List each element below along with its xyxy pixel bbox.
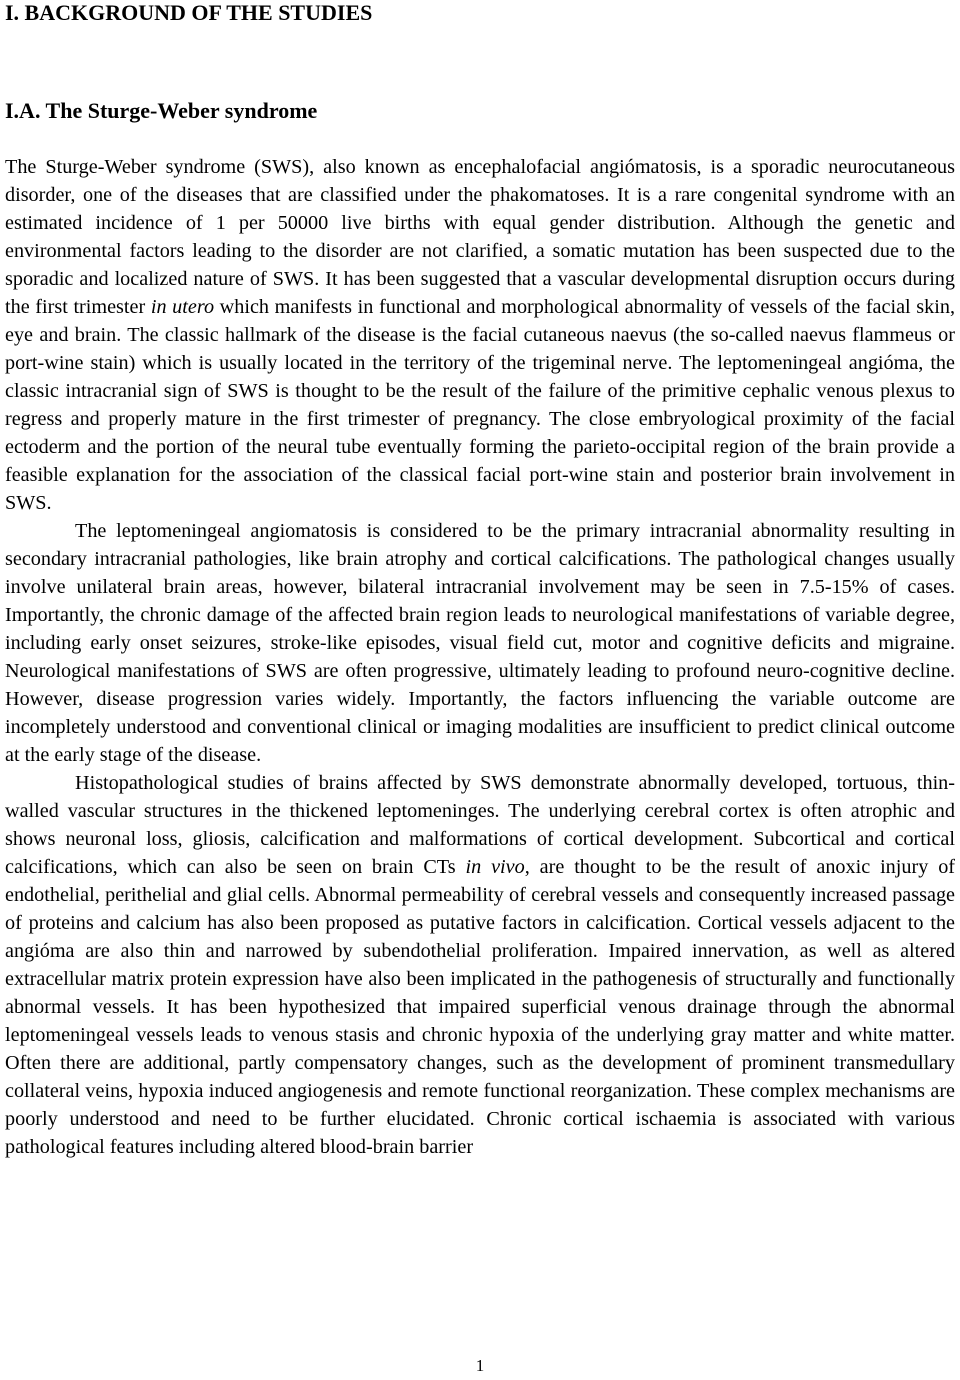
paragraph-1 bbox=[5, 153, 955, 517]
subsection-heading: I.A. The Sturge-Weber syndrome bbox=[5, 98, 318, 123]
paragraph-3-italic: in vivo bbox=[465, 856, 525, 878]
paragraph-2: The leptomeningeal angiomatosis is considered to be the primary intracranial abnormality resulting in secondary intracranial pathologies, like brain atrophy and cortical calcifications. The pathological changes usually involve unilateral brain areas, however, bilateral intracranial involvement may be seen in 7.5-15% of cases. Importantly, the chronic damage of the affected brain region leads to neurological manifestations of variable degree, including early onset seizures, stroke-like episodes, visual field cut, motor and cognitive deficits and migraine. Neurological manifestations of SWS are often progressive, ultimately leading to profound neuro-cognitive decline. However, disease progression varies widely. Importantly, the factors influencing the variable outcome are incompletely understood and conventional clinical or imaging modalities are insufficient to predict clinical outcome at the early stage of the disease. bbox=[5, 520, 955, 766]
paragraph-1-text-c: which manifests in functional and morphological abnormality of vessels of the facial skin, eye and brain. The classic hallmark of the disease is the facial cutaneous naevus (the so-called naevus flammeus or port-wine stain) which is usually located in the territory of the trigeminal nerve. The leptomeningeal angióma, the classic intracranial sign of SWS is thought to be the result of the failure of the primitive cephalic venous plexus to regress and properly mature in the first trimester of pregnancy. The close embryological proximity of the facial ectoderm and the portion of the neural tube eventually forming the parieto-occipital region of the brain provide a feasible explanation for the association of the classical facial port-wine stain and posterior brain involvement in SWS. bbox=[5, 296, 955, 514]
paragraph-3-text-c: , are thought to be the result of anoxic injury of endothelial, perithelial and glial cells. Abnormal permeability of cerebral vessels and consequently increased passage of proteins and calcium has also been proposed as putative factors in calcification. Cortical vessels adjacent to the angióma are also thin and narrowed by subendothelial proliferation. Impaired innervation, as well as altered extracellular matrix protein expression have also been implicated in the pathogenesis of structurally and functionally abnormal vessels. It has been hypothesized that impaired superficial venous drainage through the abnormal leptomeningeal vessels leads to venous stasis and chronic hypoxia of the underlying gray matter and white matter. Often there are additional, partly compensatory changes, such as the development of prominent transmedullary collateral veins, hypoxia induced angiogenesis and remote functional reorganization. These complex mechanisms are poorly understood and need to be further elucidated. Chronic cortical ischaemia is associated with various pathological features including altered blood-brain barrier bbox=[5, 856, 956, 1158]
section-heading: I. BACKGROUND OF THE STUDIES bbox=[5, 0, 373, 25]
paragraph-3-text-a: Histopathological studies of brains affected by SWS demonstrate abnormally developed, tortuous, thin-walled vascular structures in the thickened leptomeninges. The underlying cerebral cortex is often atrophic and shows neuronal loss, gliosis, calcification and malformations of cortical development. Subcortical and cortical calcifications, which can also be seen on brain CTs bbox=[5, 772, 955, 878]
body-text bbox=[5, 153, 955, 1161]
page-number: 1 bbox=[475, 1356, 485, 1375]
paragraph-1-text-a: The Sturge-Weber syndrome (SWS), also known as encephalofacial angiómatosis, is a sporadic neurocutaneous disorder, one of the diseases that are classified under the phakomatoses. It is a rare congenital syndrome with an estimated incidence of 1 per 50000 live births with equal gender distribution. Although the genetic and environmental factors leading to the disorder are not clarified, a somatic mutation has been suspected due to the sporadic and localized nature of SWS. It has been suggested that a vascular developmental disruption occurs during the first trimester bbox=[5, 156, 955, 318]
paragraph-1-italic: in utero bbox=[150, 296, 215, 318]
paragraph-3 bbox=[5, 769, 955, 1161]
